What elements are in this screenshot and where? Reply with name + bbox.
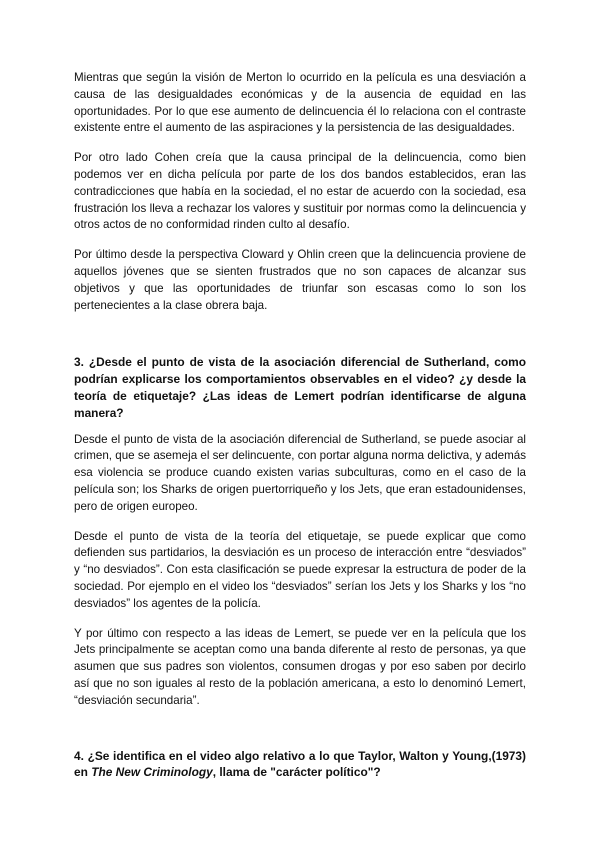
paragraph-cohen: Por otro lado Cohen creía que la causa principal de la delincuencia, como bien podemos ver en dicha película por parte de los dos bandos establecidos, eran las contradicciones que había en la sociedad, el no estar de acuerdo con la sociedad, esa frustración los lleva a rechazar los valores y sustituir por normas como la delincuencia y otros actos de no conformidad rinden culto al desafío. — [74, 151, 526, 232]
paragraph-cloward-ohlin: Por último desde la perspectiva Cloward y Ohlin creen que la delincuencia proviene de aquellos jóvenes que se sienten frustrados que no son capaces de alcanzar sus objetivos y que las oportunidades de triunfar son escasas como lo son los pertenecientes a la clase obrera baja. — [74, 248, 526, 312]
paragraph-lemert: Y por último con respecto a las ideas de Lemert, se puede ver en la película que los Jets principalmente se aceptan como una banda diferente al resto de personas, ya que asumen que sus padres son violentos, consumen drogas y por eso saben por decirlo así que no son iguales al resto de la población americana, a esto lo denominó Lemert, “desviación secundaria”. — [74, 626, 526, 707]
paragraph-etiquetaje: Desde el punto de vista de la teoría del etiquetaje, se puede explicar que como defienden sus partidarios, la desviación es un proceso de interacción entre “desviados” y “no desviados”. Con esta clasificación se puede expresar la estructura de poder de la sociedad. Por ejemplo en el video los “desviados” serían los Jets y los Sharks y los “no desviados” los agentes de la policía. — [74, 529, 526, 610]
question-4-text-after: , llama de "carácter político"? — [212, 765, 381, 780]
question-4-text-before: 4. ¿Se identifica en el video algo relativo a lo que Taylor, Walton y Young,(1973) en — [74, 748, 526, 780]
paragraph-sutherland: Desde el punto de vista de la asociación diferencial de Sutherland, se puede asociar al crimen, que se asemeja el ser delincuente, con portar alguna norma delictiva, y además esa violencia se produce cuando existen varias subculturas, como en el caso de la película son; los Sharks de origen puertorriqueño y los Jets, que eran estadounidenses, pero de origen europeo. — [74, 432, 526, 513]
question-3-heading: 3. ¿Desde el punto de vista de la asociación diferencial de Sutherland, como podrían explicarse los comportamientos observables en el video? ¿y desde la teoría de etiquetaje? ¿Las ideas de Lemert podrían identificarse de alguna manera? — [74, 355, 526, 420]
question-4-book-title: The New Criminology — [91, 765, 213, 780]
document-page — [74, 70, 526, 791]
question-4-heading — [74, 748, 526, 782]
paragraph-merton: Mientras que según la visión de Merton lo ocurrido en la película es una desviación a causa de las desigualdades económicas y de la ausencia de equidad en las oportunidades. Por lo que ese aumento de delincuencia él lo relaciona con el contraste existente entre el aumento de las aspiraciones y la persistencia de las desigualdades. — [74, 71, 526, 135]
